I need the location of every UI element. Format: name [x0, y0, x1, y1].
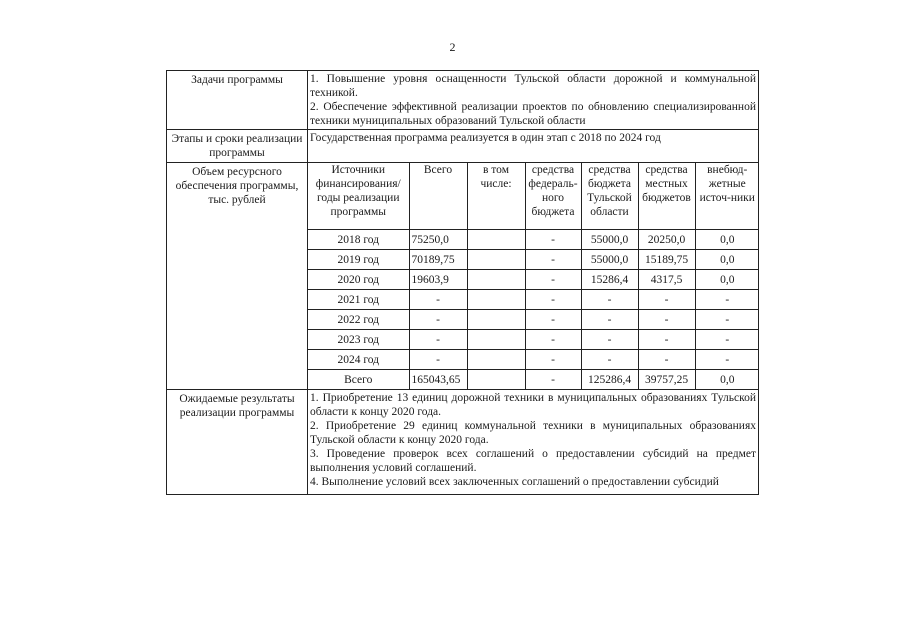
task-item: 2. Обеспечение эффективной реализации проектов по обновлению специализированной техники муниципальных образований Тульской области [310, 101, 756, 127]
local-cell: 4317,5 [638, 270, 695, 290]
year-cell: 2020 год [308, 270, 409, 290]
page-number: 2 [449, 40, 456, 54]
federal-cell: - [525, 290, 581, 310]
incl-cell [467, 370, 525, 390]
federal-cell: - [525, 370, 581, 390]
local-cell: 20250,0 [638, 230, 695, 250]
total-cell: 165043,65 [409, 370, 467, 390]
year-cell: 2023 год [308, 330, 409, 350]
extra-cell: 0,0 [695, 250, 759, 270]
regional-cell: - [581, 350, 638, 370]
federal-cell: - [525, 330, 581, 350]
regional-cell: 15286,4 [581, 270, 638, 290]
incl-cell [467, 330, 525, 350]
extra-cell: 0,0 [695, 230, 759, 250]
tasks-label: Задачи программы [167, 71, 308, 130]
local-cell: - [638, 350, 695, 370]
stages-text: Государственная программа реализуется в один этап с 2018 по 2024 год [310, 132, 661, 144]
header-cell: средства бюджета Тульской области [581, 163, 638, 230]
extra-cell: - [695, 330, 759, 350]
total-cell: - [409, 350, 467, 370]
table-row [308, 270, 759, 290]
year-cell: 2022 год [308, 310, 409, 330]
regional-cell: - [581, 330, 638, 350]
extra-cell: 0,0 [695, 370, 759, 390]
extra-cell: - [695, 290, 759, 310]
total-cell: 19603,9 [409, 270, 467, 290]
stages-row [167, 130, 759, 163]
table-row [308, 310, 759, 330]
task-item: 1. Повышение уровня оснащенности Тульской области дорожной и коммунальной техникой. [310, 73, 756, 99]
stages-label: Этапы и сроки реализации программы [167, 130, 308, 163]
tasks-row [167, 71, 759, 130]
total-cell: 70189,75 [409, 250, 467, 270]
extra-cell: 0,0 [695, 270, 759, 290]
resources-label: Объем ресурсного обеспечения программы, тыс. рублей [167, 163, 308, 390]
local-cell: - [638, 290, 695, 310]
local-cell: 39757,25 [638, 370, 695, 390]
incl-cell [467, 230, 525, 250]
result-item: 1. Приобретение 13 единиц дорожной техники в муниципальных образованиях Тульской области к концу 2020 года. [310, 392, 756, 418]
result-item: 3. Проведение проверок всех соглашений о предоставлении субсидий на предмет выполнения условий соглашений. [310, 448, 756, 474]
header-cell: Всего [409, 163, 467, 230]
incl-cell [467, 290, 525, 310]
tasks-content [308, 71, 759, 130]
federal-cell: - [525, 230, 581, 250]
local-cell: 15189,75 [638, 250, 695, 270]
total-row [308, 370, 759, 390]
local-cell: - [638, 310, 695, 330]
total-cell: 75250,0 [409, 230, 467, 250]
incl-cell [467, 350, 525, 370]
header-cell: в том числе: [467, 163, 525, 230]
federal-cell: - [525, 270, 581, 290]
year-cell: 2024 год [308, 350, 409, 370]
regional-cell: - [581, 290, 638, 310]
results-row [167, 390, 759, 495]
extra-cell: - [695, 350, 759, 370]
header-cell: внебюд-жетные источ-ники [695, 163, 759, 230]
regional-cell: 125286,4 [581, 370, 638, 390]
table-row [308, 250, 759, 270]
incl-cell [467, 270, 525, 290]
total-cell: - [409, 310, 467, 330]
program-passport-table [166, 70, 759, 495]
funding-table [308, 163, 759, 389]
stages-content [308, 130, 759, 163]
header-cell: средства местных бюджетов [638, 163, 695, 230]
table-row [308, 350, 759, 370]
year-cell: Всего [308, 370, 409, 390]
funding-header-row [308, 163, 759, 230]
year-cell: 2019 год [308, 250, 409, 270]
year-cell: 2018 год [308, 230, 409, 250]
resources-row [167, 163, 759, 390]
result-item: 4. Выполнение условий всех заключенных соглашений о предоставлении субсидий [310, 476, 719, 488]
extra-cell: - [695, 310, 759, 330]
table-row [308, 330, 759, 350]
incl-cell [467, 310, 525, 330]
results-label: Ожидаемые результаты реализации программы [167, 390, 308, 495]
regional-cell: 55000,0 [581, 230, 638, 250]
table-row [308, 230, 759, 250]
table-row [308, 290, 759, 310]
header-cell: Источники финансирования/ годы реализации программы [308, 163, 409, 230]
results-content [308, 390, 759, 495]
total-cell: - [409, 330, 467, 350]
resources-content [308, 163, 759, 390]
year-cell: 2021 год [308, 290, 409, 310]
incl-cell [467, 250, 525, 270]
result-item: 2. Приобретение 29 единиц коммунальной техники в муниципальных образованиях Тульской области к концу 2020 года. [310, 420, 756, 446]
regional-cell: 55000,0 [581, 250, 638, 270]
regional-cell: - [581, 310, 638, 330]
header-cell: средства федераль-ного бюджета [525, 163, 581, 230]
local-cell: - [638, 330, 695, 350]
federal-cell: - [525, 310, 581, 330]
federal-cell: - [525, 350, 581, 370]
total-cell: - [409, 290, 467, 310]
federal-cell: - [525, 250, 581, 270]
